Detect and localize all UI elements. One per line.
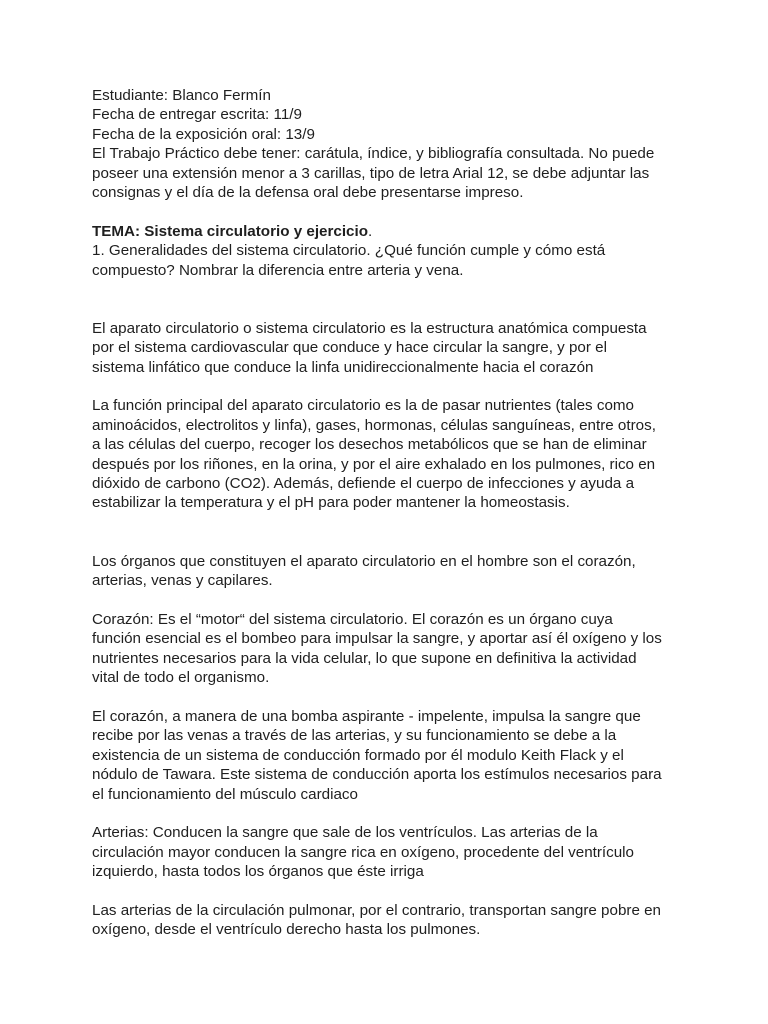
paragraph-line: oxígeno, desde el ventrículo derecho hasta los pulmones. (92, 921, 481, 939)
paragraph-line: El aparato circulatorio o sistema circulatorio es la estructura anatómica compuesta (92, 319, 647, 337)
paragraph-line: vital de todo el organismo. (92, 669, 270, 687)
paragraph-line: dióxido de carbono (CO2). Además, defiende el cuerpo de infecciones y ayuda a (92, 475, 635, 493)
topic-label: TEMA: Sistema circulatorio y ejercicio (92, 222, 369, 240)
paragraph-line: después por los riñones, en la orina, y por el aire exhalado en los pulmones, rico en (92, 455, 656, 473)
paragraph-line: función esencial es el bombeo para impulsar la sangre, y aportar así él oxígeno y los (92, 630, 662, 648)
question-line: 1. Generalidades del sistema circulatorio. ¿Qué función cumple y cómo está (92, 242, 606, 260)
paragraph-line: a las células del cuerpo, recoger los desechos metabólicos que se han de eliminar (92, 436, 647, 454)
paragraph-line: Las arterias de la circulación pulmonar, por el contrario, transportan sangre pobre en (92, 901, 662, 919)
paragraph-line: aminoácidos, electrolitos y linfa), gases, hormonas, células sanguíneas, entre otros, (92, 416, 656, 434)
student-line: Estudiante: Blanco Fermín (92, 87, 271, 104)
paragraph-line: nódulo de Tawara. Este sistema de conducción aporta los estímulos necesarios para (92, 766, 662, 784)
paragraph-line: circulación mayor conducen la sangre rica en oxígeno, procedente del ventrículo (92, 843, 635, 861)
paragraph-heart-pump (92, 707, 692, 804)
header-block (92, 86, 692, 202)
paragraph-line: izquierdo, hasta todos los órganos que éste irriga (92, 863, 424, 881)
requirements-line: consignas y el día de la defensa oral debe presentarse impreso. (92, 184, 524, 202)
paragraph-organs (92, 552, 692, 591)
written-due-line: Fecha de entregar escrita: 11/9 (92, 106, 302, 124)
paragraph-line: sistema linfático que conduce la linfa unidireccionalmente hacia el corazón (92, 358, 594, 376)
paragraph-line: el funcionamiento del músculo cardiaco (92, 785, 358, 803)
paragraph-line: nutrientes necesarios para la vida celular, lo que supone en definitiva la actividad (92, 649, 637, 667)
oral-date-line: Fecha de la exposición oral: 13/9 (92, 125, 315, 143)
paragraph-pulmonary-arteries (92, 901, 692, 940)
paragraph-line: arterias, venas y capilares. (92, 572, 273, 590)
requirements-line: poseer una extensión menor a 3 carillas, tipo de letra Arial 12, se debe adjuntar las (92, 164, 650, 182)
paragraph-arteries (92, 823, 692, 881)
paragraph-line: por el sistema cardiovascular que conduce y hace circular la sangre, y por el (92, 339, 607, 357)
topic-block (92, 222, 692, 280)
paragraph-heart (92, 610, 692, 688)
question-line: compuesto? Nombrar la diferencia entre arteria y vena. (92, 261, 464, 279)
paragraph-definition (92, 319, 692, 377)
topic-heading (92, 222, 692, 241)
paragraph-line: Los órganos que constituyen el aparato circulatorio en el hombre son el corazón, (92, 552, 636, 570)
paragraph-line: Corazón: Es el “motor“ del sistema circulatorio. El corazón es un órgano cuya (92, 610, 613, 628)
paragraph-line: El corazón, a manera de una bomba aspirante - impelente, impulsa la sangre que (92, 707, 641, 725)
topic-period: . (368, 222, 373, 240)
paragraph-function (92, 396, 692, 512)
paragraph-line: estabilizar la temperatura y el pH para poder mantener la homeostasis. (92, 494, 570, 512)
paragraph-line: recibe por las venas a través de las arterias, y su funcionamiento se debe a la (92, 727, 617, 745)
paragraph-line: La función principal del aparato circulatorio es la de pasar nutrientes (tales como (92, 397, 634, 415)
paragraph-line: existencia de un sistema de conducción formado por él modulo Keith Flack y el (92, 746, 624, 764)
requirements-line: El Trabajo Práctico debe tener: carátula, índice, y bibliografía consultada. No puede (92, 145, 655, 163)
paragraph-line: Arterias: Conducen la sangre que sale de los ventrículos. Las arterias de la (92, 824, 598, 842)
document-page (92, 86, 692, 940)
